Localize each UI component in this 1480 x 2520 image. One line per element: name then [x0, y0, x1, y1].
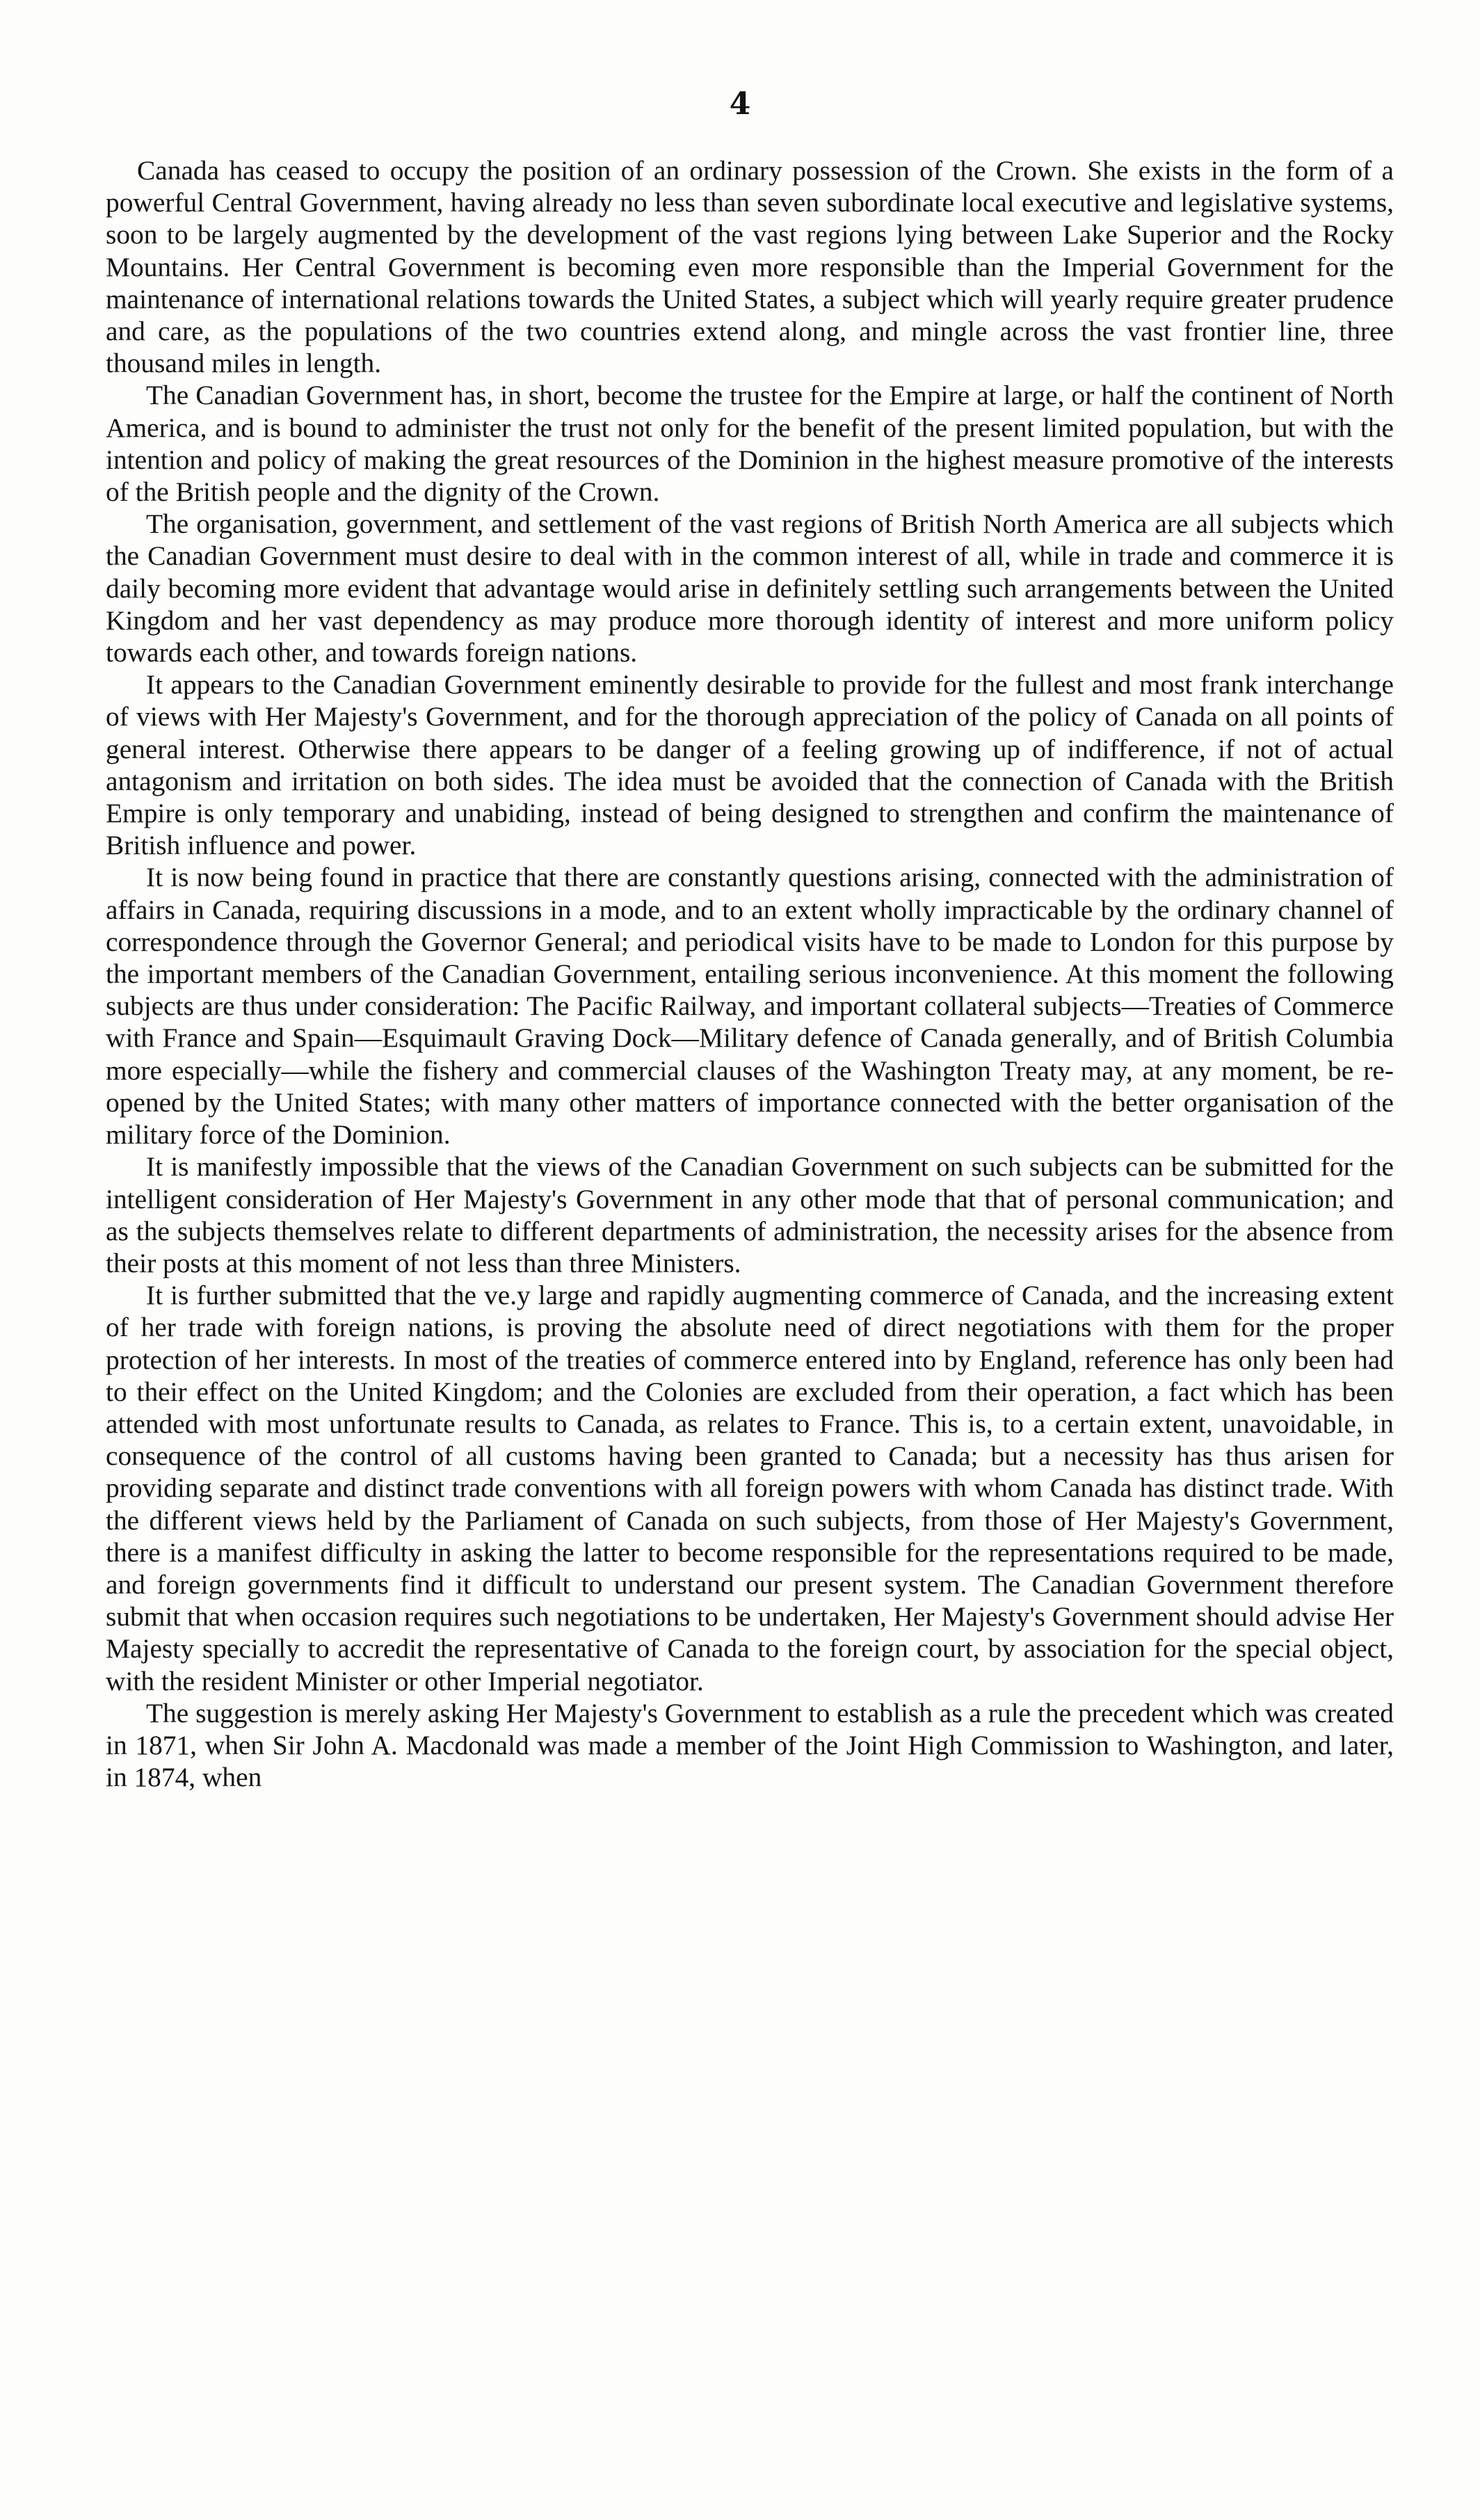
body-text — [106, 154, 1394, 1793]
paragraph-questions-arising: It is now being found in practice that there are constantly questions arising, connected with the administration of affairs in Canada, requiring discussions in a mode, and to an extent wholly impracticable by the ordinary channel of correspondence through the Governor General; and periodical visits have to be made to London for this purpose by the important members of the Canadian Government, entailing serious inconvenience. At this moment the following subjects are thus under consideration: The Pacific Railway, and important collateral subjects—Treaties of Commerce with France and Spain—Esquimault Graving Dock—Military defence of Canada generally, and of British Columbia more especially—while the fishery and commercial clauses of the Washington Treaty may, at any moment, be re-opened by the United States; with many other matters of importance connected with the better organisation of the military force of the Dominion. — [106, 862, 1394, 1150]
paragraph-interchange-of-views: It appears to the Canadian Government eminently desirable to provide for the fullest and most frank interchange of views with Her Majesty's Government, and for the thorough appreciation of the policy of Canada on all points of general interest. Otherwise there appears to be danger of a feeling growing up of indifference, if not of actual antagonism and irritation on both sides. The idea must be avoided that the connection of Canada with the British Empire is only temporary and unabiding, instead of being designed to strengthen and confirm the maintenance of British influence and power. — [106, 669, 1394, 861]
paragraph-commerce-negotiations: It is further submitted that the ve.y large and rapidly augmenting commerce of Canada, and the increasing extent of her trade with foreign nations, is proving the absolute need of direct negotiations with them for the proper protection of her interests. In most of the treaties of commerce entered into by England, reference has only been had to their effect on the United Kingdom; and the Colonies are excluded from their operation, a fact which has been attended with most unfortunate results to Canada, as relates to France. This is, to a certain extent, unavoidable, in consequence of the control of all customs having been granted to Canada; but a necessity has thus arisen for providing separate and distinct trade conventions with all foreign powers with whom Canada has distinct trade. With the different views held by the Parliament of Canada on such subjects, from those of Her Majesty's Government, there is a manifest difficulty in asking the latter to become responsible for the representations required to be made, and foreign governments find it difficult to understand our present system. The Canadian Government therefore submit that when occasion requires such negotiations to be undertaken, Her Majesty's Government should advise Her Majesty specially to accredit the representative of Canada to the foreign court, by association for the special object, with the resident Minister or other Imperial negotiator. — [106, 1280, 1394, 1696]
paragraph-precedent-1871: The suggestion is merely asking Her Majesty's Government to establish as a rule the precedent which was created in 1871, when Sir John A. Macdonald was made a member of the Joint High Commission to Washington, and later, in 1874, when — [106, 1697, 1394, 1793]
paragraph-canada-position: Canada has ceased to occupy the position of an ordinary possession of the Crown. She exists in the form of a powerful Central Government, having already no less than seven subordinate local executive and legislative systems, soon to be largely augmented by the development of the vast regions lying between Lake Superior and the Rocky Mountains. Her Central Government is becoming even more responsible than the Imperial Government for the maintenance of international relations towards the United States, a subject which will yearly require greater prudence and care, as the populations of the two countries extend along, and mingle across the vast frontier line, three thousand miles in length. — [106, 155, 1394, 379]
paragraph-personal-communication: It is manifestly impossible that the views of the Canadian Government on such subjects can be submitted for the intelligent consideration of Her Majesty's Government in any other mode that that of personal communication; and as the subjects themselves relate to different departments of administration, the necessity arises for the absence from their posts at this moment of not less than three Ministers. — [106, 1151, 1394, 1278]
paragraph-trustee-for-empire: The Canadian Government has, in short, become the trustee for the Empire at large, or half the continent of North America, and is bound to administer the trust not only for the benefit of the present limited population, but with the intention and policy of making the great resources of the Dominion in the highest measure promotive of the interests of the British people and the dignity of the Crown. — [106, 380, 1394, 508]
paragraph-organisation-settlement: The organisation, government, and settlement of the vast regions of British North America are all subjects which the Canadian Government must desire to deal with in the common interest of all, while in trade and commerce it is daily becoming more evident that advantage would arise in definitely settling such arrangements between the United Kingdom and her vast dependency as may produce more thorough identity of interest and more uniform policy towards each other, and towards foreign nations. — [106, 508, 1394, 668]
page-number: 4 — [729, 86, 751, 122]
